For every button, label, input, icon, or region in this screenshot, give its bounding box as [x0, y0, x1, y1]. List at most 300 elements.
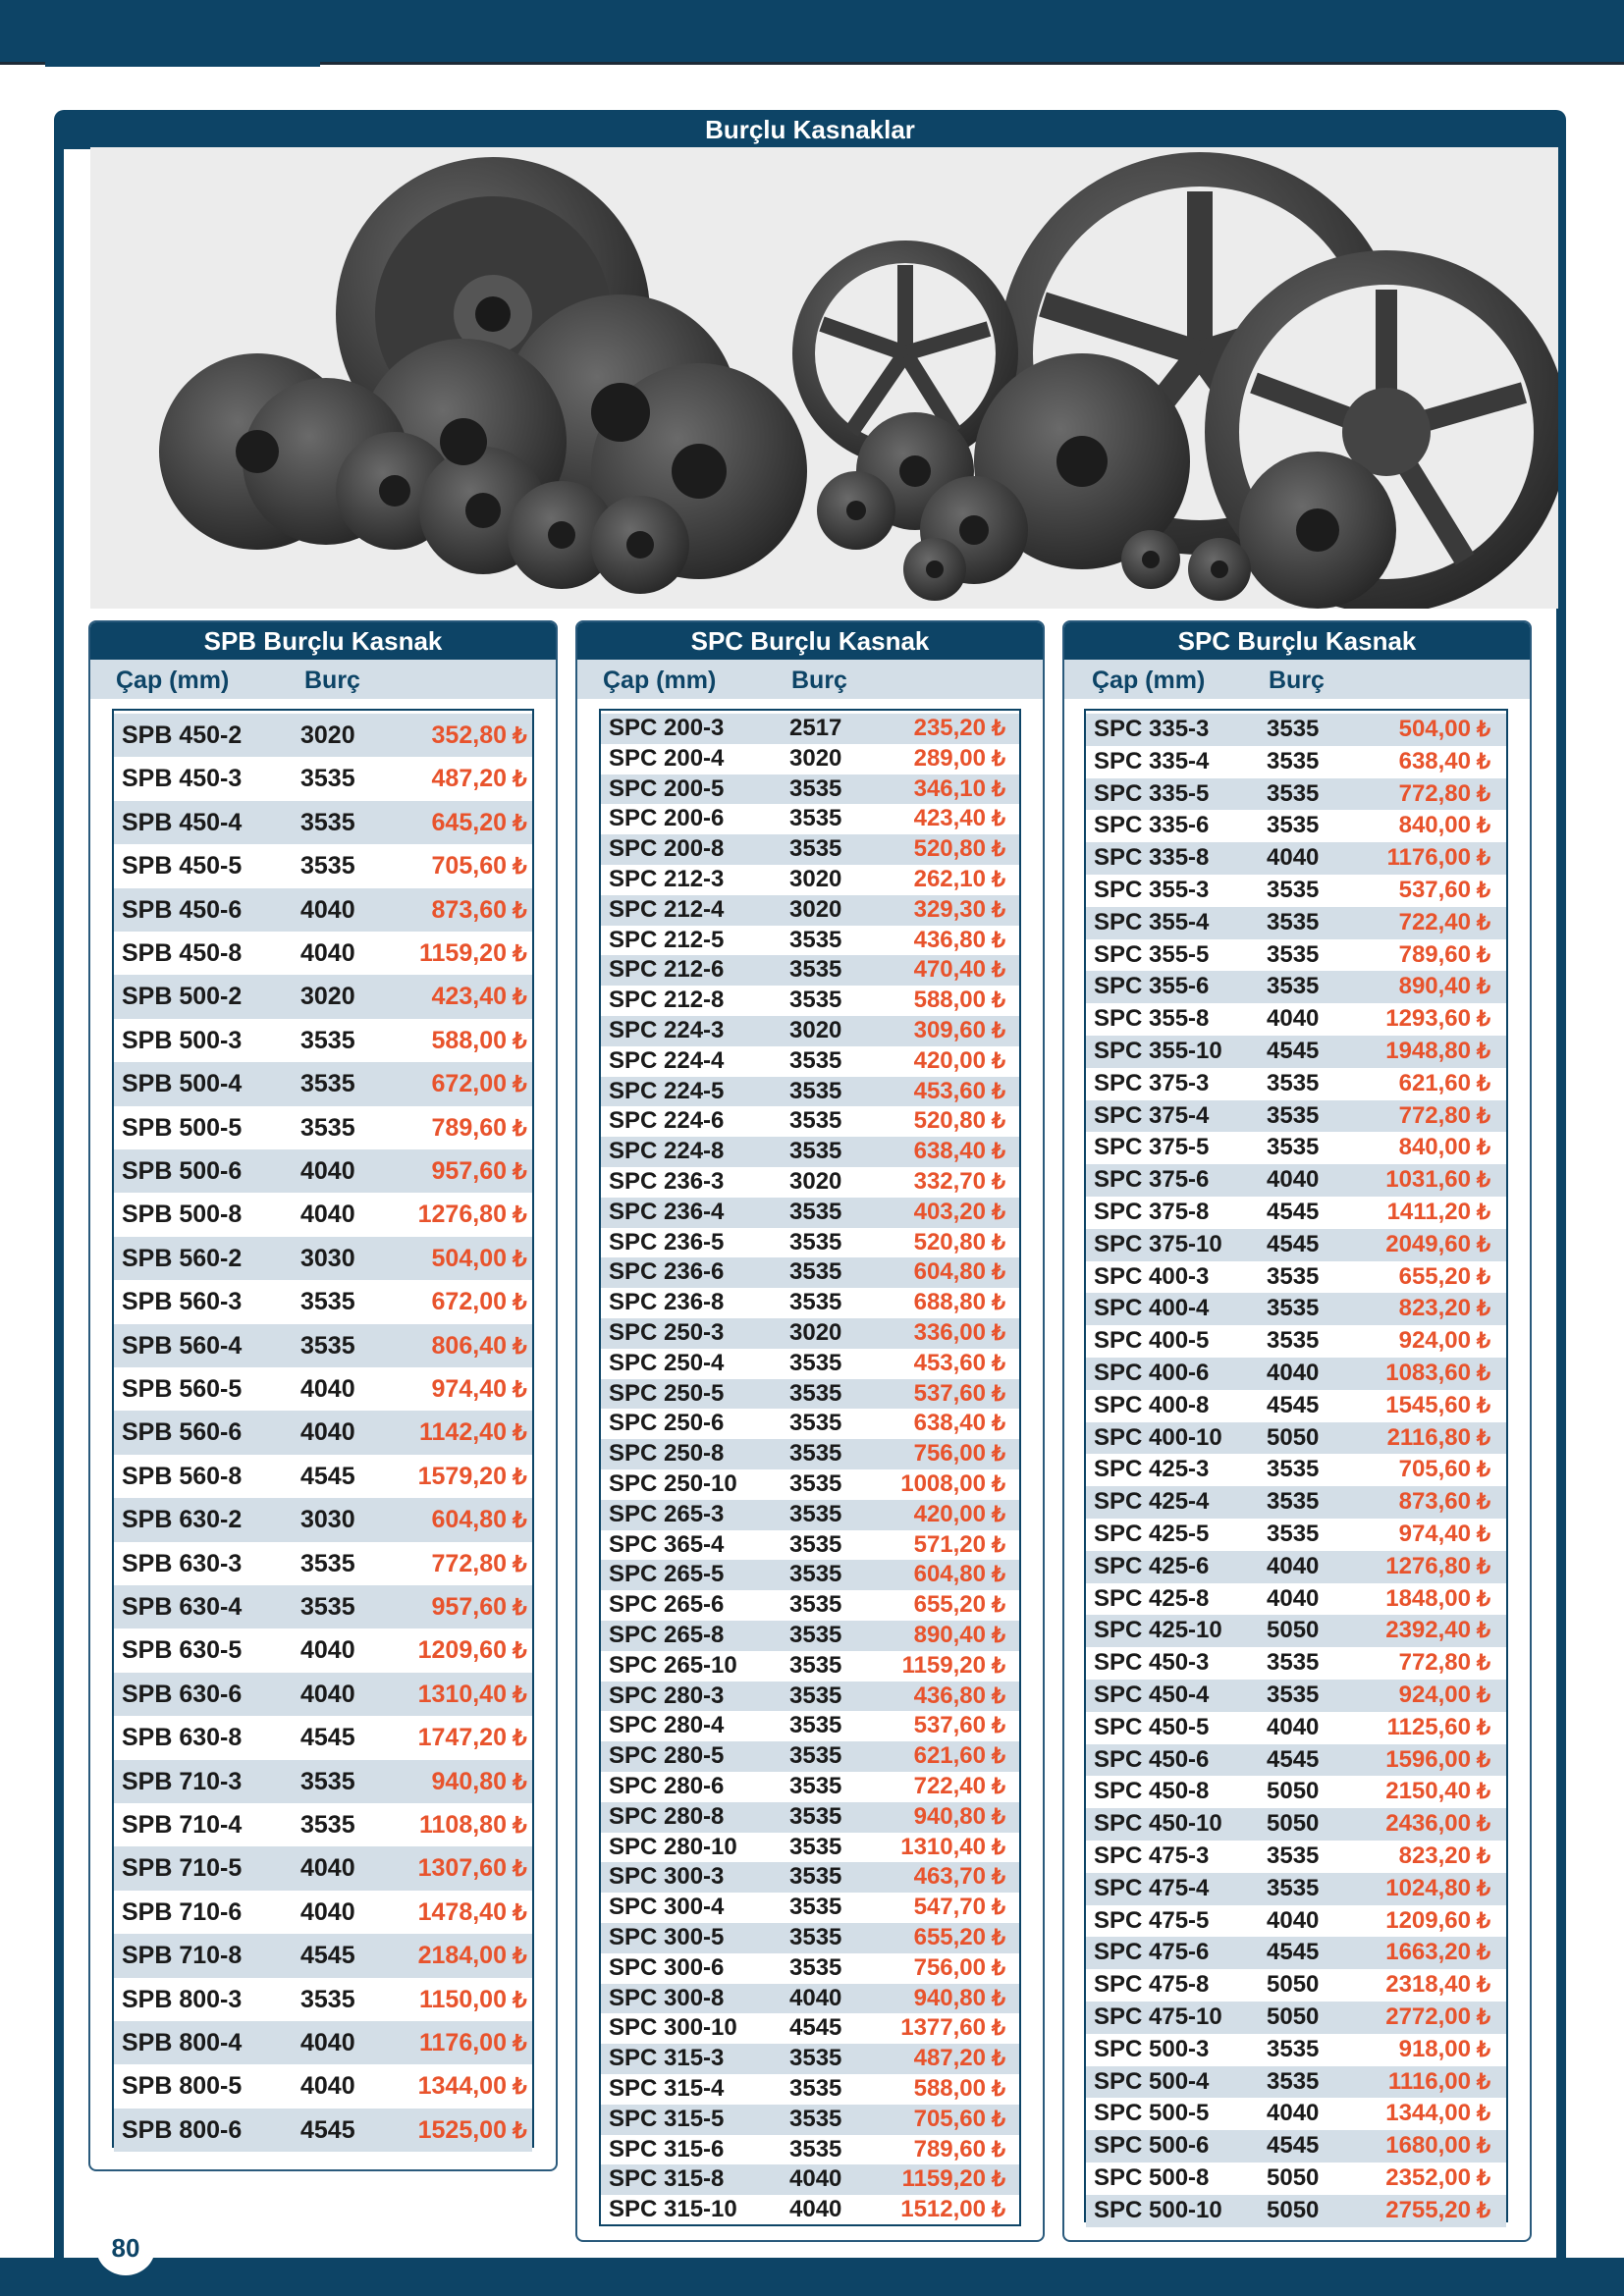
table-row [1086, 1647, 1506, 1680]
currency-symbol: ₺ [513, 1594, 527, 1620]
model-cell: SPC 400-6 [1094, 1360, 1210, 1386]
price-cell: 1125,60 [1386, 1713, 1471, 1740]
currency-symbol: ₺ [992, 1531, 1005, 1557]
table-row [601, 895, 1019, 926]
model-cell: SPC 300-10 [609, 2014, 737, 2042]
currency-symbol: ₺ [513, 896, 527, 923]
model-cell: SPC 425-4 [1094, 1488, 1210, 1516]
bushing-cell: 3535 [789, 1561, 842, 1588]
price-table-spc-1 [599, 709, 1021, 2226]
table-row [1086, 1454, 1506, 1486]
currency-symbol: ₺ [1477, 2101, 1490, 2126]
model-cell: SPC 400-5 [1094, 1327, 1210, 1355]
price-cell: 547,70 [913, 1894, 986, 1921]
column-header-cap: Çap (mm) [603, 667, 717, 694]
currency-symbol: ₺ [513, 1681, 527, 1707]
currency-symbol: ₺ [1477, 2068, 1490, 2094]
currency-symbol: ₺ [513, 984, 527, 1010]
bushing-cell: 4545 [1267, 1199, 1320, 1225]
currency-symbol: ₺ [992, 1743, 1005, 1769]
bushing-cell: 3535 [1267, 716, 1320, 742]
model-cell: SPC 315-6 [609, 2135, 725, 2163]
table-row [114, 844, 532, 887]
bushing-cell: 4545 [1267, 1745, 1320, 1773]
bushing-cell: 3535 [300, 1331, 355, 1360]
model-cell: SPB 450-4 [122, 808, 243, 836]
bushing-cell: 3535 [789, 1228, 842, 1255]
bushing-cell: 3535 [300, 1026, 355, 1054]
price-cell: 1663,20 [1385, 1939, 1471, 1966]
currency-symbol: ₺ [992, 1652, 1005, 1678]
currency-symbol: ₺ [992, 2166, 1005, 2192]
model-cell: SPC 236-8 [609, 1289, 725, 1316]
model-cell: SPC 375-8 [1094, 1199, 1210, 1225]
bushing-cell: 3535 [1267, 1295, 1320, 1322]
table-row [114, 1455, 532, 1498]
currency-symbol: ₺ [992, 716, 1005, 740]
bushing-cell: 5050 [1267, 1617, 1320, 1644]
model-cell: SPC 355-8 [1094, 1005, 1210, 1033]
model-cell: SPC 400-4 [1094, 1295, 1210, 1322]
price-cell: 1276,80 [1385, 1552, 1471, 1579]
table-row [1086, 1261, 1506, 1294]
bushing-cell: 3535 [1267, 940, 1320, 968]
model-cell: SPB 500-6 [122, 1157, 243, 1185]
model-cell: SPC 280-8 [609, 1802, 725, 1830]
price-cell: 1159,20 [901, 2165, 986, 2193]
currency-symbol: ₺ [1477, 1263, 1490, 1289]
table-row [601, 1802, 1019, 1833]
model-cell: SPB 800-6 [122, 2115, 243, 2144]
price-cell: 957,60 [431, 1593, 507, 1621]
currency-symbol: ₺ [1477, 1843, 1490, 1868]
bushing-cell: 4040 [300, 895, 355, 924]
table-row [1086, 1390, 1506, 1422]
bushing-cell: 3535 [1267, 1521, 1320, 1547]
currency-symbol: ₺ [992, 1954, 1005, 1980]
bushing-cell: 4545 [1267, 1391, 1320, 1418]
table-row [601, 2044, 1019, 2074]
bushing-cell: 3535 [1267, 1262, 1320, 1290]
bushing-cell: 3535 [789, 1440, 842, 1468]
currency-symbol: ₺ [513, 1986, 527, 2012]
table-row [601, 1228, 1019, 1258]
price-cell: 604,80 [431, 1506, 507, 1534]
bushing-cell: 3535 [1267, 1069, 1320, 1096]
table-row [1086, 2195, 1506, 2227]
price-cell: 672,00 [431, 1288, 507, 1316]
bushing-cell: 3535 [1267, 908, 1320, 935]
table-row [1086, 2002, 1506, 2034]
table-row [114, 757, 532, 800]
currency-symbol: ₺ [513, 1289, 527, 1315]
page-number: 80 [96, 2220, 155, 2275]
price-cell: 2392,40 [1385, 1617, 1471, 1644]
price-cell: 487,20 [431, 765, 507, 793]
price-cell: 1545,60 [1385, 1391, 1471, 1418]
table-row [601, 1862, 1019, 1893]
price-cell: 346,10 [913, 774, 986, 802]
currency-symbol: ₺ [1477, 1553, 1490, 1578]
price-cell: 1031,60 [1385, 1166, 1471, 1194]
model-cell: SPC 300-3 [609, 1863, 725, 1891]
table-row [114, 1280, 532, 1323]
table-row [1086, 1551, 1506, 1583]
currency-symbol: ₺ [992, 1199, 1005, 1224]
currency-symbol: ₺ [992, 1169, 1005, 1194]
bushing-cell: 4040 [300, 2029, 355, 2056]
price-cell: 463,70 [913, 1863, 986, 1891]
bushing-cell: 3535 [1267, 1874, 1320, 1901]
table-row [114, 1760, 532, 1803]
bushing-cell: 3535 [1267, 1327, 1320, 1355]
table-row [114, 932, 532, 975]
table-row [1086, 875, 1506, 907]
bushing-cell: 4040 [1267, 1005, 1320, 1033]
bushing-cell: 3535 [1267, 2035, 1320, 2062]
model-cell: SPC 425-5 [1094, 1521, 1210, 1547]
currency-symbol: ₺ [513, 1158, 527, 1184]
currency-symbol: ₺ [1477, 974, 1490, 999]
pulleys-photo [90, 147, 1558, 609]
currency-symbol: ₺ [992, 1108, 1005, 1134]
price-cell: 1142,40 [419, 1418, 507, 1447]
model-cell: SPC 400-10 [1094, 1423, 1222, 1451]
price-cell: 520,80 [913, 1228, 986, 1255]
table-row [1086, 714, 1506, 746]
model-cell: SPC 375-6 [1094, 1166, 1210, 1194]
currency-symbol: ₺ [1477, 780, 1490, 806]
model-cell: SPB 560-3 [122, 1288, 243, 1316]
currency-symbol: ₺ [513, 940, 527, 966]
model-cell: SPC 355-3 [1094, 877, 1210, 903]
model-cell: SPB 450-8 [122, 939, 243, 967]
table-row [1086, 1358, 1506, 1390]
model-cell: SPC 315-10 [609, 2196, 737, 2223]
currency-symbol: ₺ [992, 1985, 1005, 2010]
bushing-cell: 3535 [1267, 779, 1320, 807]
currency-symbol: ₺ [992, 1895, 1005, 1920]
model-cell: SPB 800-3 [122, 1985, 243, 2013]
model-cell: SPC 200-8 [609, 835, 725, 863]
currency-symbol: ₺ [992, 1682, 1005, 1708]
table-row [601, 804, 1019, 834]
bushing-cell: 3535 [300, 1113, 355, 1142]
currency-symbol: ₺ [1477, 1714, 1490, 1739]
currency-symbol: ₺ [992, 1139, 1005, 1164]
currency-symbol: ₺ [992, 1803, 1005, 1829]
currency-symbol: ₺ [1477, 1328, 1490, 1354]
bushing-cell: 3535 [1267, 747, 1320, 774]
price-cell: 1293,60 [1385, 1005, 1471, 1033]
price-cell: 487,20 [913, 2045, 986, 2072]
bushing-cell: 3535 [789, 1077, 842, 1104]
price-cell: 423,40 [431, 983, 507, 1011]
model-cell: SPC 250-4 [609, 1349, 725, 1376]
table-row [1086, 2034, 1506, 2066]
price-cell: 1209,60 [417, 1636, 507, 1665]
currency-symbol: ₺ [1477, 845, 1490, 871]
currency-symbol: ₺ [1477, 1102, 1490, 1128]
bushing-cell: 3535 [789, 1924, 842, 1950]
panel-spc-2 [1062, 620, 1532, 2242]
currency-symbol: ₺ [1477, 1779, 1490, 1804]
table-row [601, 926, 1019, 956]
currency-symbol: ₺ [1477, 1006, 1490, 1032]
table-row [1086, 1164, 1506, 1197]
price-cell: 1596,00 [1385, 1745, 1471, 1773]
price-cell: 1159,20 [901, 1651, 986, 1679]
bushing-cell: 3535 [789, 1107, 842, 1135]
currency-symbol: ₺ [1477, 1682, 1490, 1707]
bushing-cell: 3020 [789, 1017, 842, 1043]
model-cell: SPC 300-6 [609, 1953, 725, 1981]
bushing-cell: 4040 [300, 1201, 355, 1229]
currency-symbol: ₺ [992, 2046, 1005, 2071]
currency-symbol: ₺ [1477, 1135, 1490, 1160]
model-cell: SPC 425-8 [1094, 1584, 1210, 1612]
currency-symbol: ₺ [1477, 1039, 1490, 1063]
bushing-cell: 5050 [1267, 1810, 1320, 1838]
bushing-cell: 3535 [789, 2105, 842, 2132]
price-table-spb [112, 709, 534, 2148]
price-cell: 957,60 [431, 1157, 507, 1185]
price-cell: 621,60 [913, 1742, 986, 1770]
bushing-cell: 3535 [789, 1712, 842, 1739]
currency-symbol: ₺ [513, 1943, 527, 1969]
price-cell: 470,40 [913, 956, 986, 984]
table-row [114, 1542, 532, 1585]
table-row [114, 1062, 532, 1105]
price-cell: 1176,00 [1386, 844, 1471, 872]
bushing-cell: 4040 [300, 1636, 355, 1665]
table-row [601, 1349, 1019, 1379]
currency-symbol: ₺ [513, 1376, 527, 1402]
table-row [601, 1953, 1019, 1984]
bushing-cell: 3535 [300, 1288, 355, 1316]
currency-symbol: ₺ [513, 1419, 527, 1446]
table-row [114, 714, 532, 757]
table-row [601, 1530, 1019, 1561]
bushing-cell: 4040 [300, 1375, 355, 1403]
bushing-cell: 4545 [300, 1942, 355, 1970]
model-cell: SPC 355-5 [1094, 940, 1210, 968]
table-row [1086, 2130, 1506, 2163]
currency-symbol: ₺ [1477, 1392, 1490, 1417]
currency-symbol: ₺ [1477, 941, 1490, 967]
currency-symbol: ₺ [992, 1320, 1005, 1345]
price-cell: 1747,20 [417, 1724, 507, 1752]
table-row [114, 1716, 532, 1759]
price-cell: 638,40 [1398, 747, 1471, 774]
table-row [1086, 1036, 1506, 1068]
table-row [1086, 1003, 1506, 1036]
bushing-cell: 4545 [1267, 1230, 1320, 1257]
price-cell: 940,80 [431, 1767, 507, 1795]
bushing-cell: 3535 [300, 765, 355, 793]
price-cell: 1083,60 [1385, 1360, 1471, 1386]
table-row [114, 1629, 532, 1672]
table-row [1086, 1841, 1506, 1873]
bushing-cell: 3535 [300, 808, 355, 836]
bushing-cell: 3535 [789, 835, 842, 863]
table-row [1086, 1776, 1506, 1808]
table-row [114, 1978, 532, 2021]
column-header-burc: Burç [1269, 667, 1325, 694]
model-cell: SPB 630-5 [122, 1636, 243, 1665]
bushing-cell: 3535 [789, 926, 842, 953]
model-cell: SPC 236-6 [609, 1258, 725, 1286]
currency-symbol: ₺ [513, 1898, 527, 1925]
model-cell: SPB 450-2 [122, 721, 243, 749]
price-cell: 2318,40 [1385, 1971, 1471, 1999]
table-row [1086, 1293, 1506, 1325]
price-cell: 1680,00 [1385, 2132, 1471, 2160]
bushing-cell: 3535 [1267, 1456, 1320, 1483]
price-cell: 2436,00 [1385, 1810, 1471, 1838]
model-cell: SPC 450-10 [1094, 1810, 1222, 1838]
model-cell: SPC 236-5 [609, 1228, 725, 1255]
table-row [601, 1621, 1019, 1651]
currency-symbol: ₺ [992, 1380, 1005, 1406]
price-cell: 1377,60 [900, 2014, 986, 2042]
currency-symbol: ₺ [513, 1768, 527, 1794]
price-cell: 1150,00 [419, 1985, 507, 2013]
model-cell: SPC 400-8 [1094, 1391, 1210, 1418]
table-row [114, 801, 532, 844]
model-cell: SPC 475-5 [1094, 1906, 1210, 1934]
price-cell: 1116,00 [1387, 2067, 1471, 2095]
panel-title: SPC Burçlu Kasnak [577, 622, 1043, 660]
price-cell: 655,20 [1398, 1262, 1471, 1290]
table-row [1086, 1100, 1506, 1133]
currency-symbol: ₺ [1477, 1618, 1490, 1643]
table-row [601, 1409, 1019, 1439]
table-row [601, 774, 1019, 805]
bushing-cell: 3535 [789, 1802, 842, 1830]
model-cell: SPC 265-6 [609, 1591, 725, 1619]
currency-symbol: ₺ [992, 1834, 1005, 1859]
price-cell: 1848,00 [1385, 1584, 1471, 1612]
price-cell: 974,40 [431, 1375, 507, 1403]
price-cell: 2772,00 [1385, 2003, 1471, 2030]
table-row [601, 2195, 1019, 2225]
bushing-cell: 5050 [1267, 2196, 1320, 2223]
model-cell: SPC 335-5 [1094, 779, 1210, 807]
price-cell: 705,60 [431, 852, 507, 881]
model-cell: SPB 560-6 [122, 1418, 243, 1447]
currency-symbol: ₺ [1477, 1167, 1490, 1193]
table-row [1086, 1583, 1506, 1616]
bushing-cell: 3535 [1267, 877, 1320, 903]
currency-symbol: ₺ [1477, 1972, 1490, 1998]
table-row [1086, 1808, 1506, 1841]
model-cell: SPB 450-6 [122, 895, 243, 924]
bushing-cell: 3535 [789, 1500, 842, 1527]
price-cell: 436,80 [913, 1682, 986, 1709]
price-cell: 2184,00 [417, 1942, 507, 1970]
price-cell: 1478,40 [417, 1897, 507, 1926]
currency-symbol: ₺ [992, 957, 1005, 983]
model-cell: SPB 800-5 [122, 2072, 243, 2101]
price-cell: 789,60 [913, 2135, 986, 2163]
price-cell: 504,00 [1398, 716, 1471, 742]
model-cell: SPB 710-8 [122, 1942, 243, 1970]
currency-symbol: ₺ [513, 1114, 527, 1141]
table-row [601, 1651, 1019, 1682]
bushing-cell: 3535 [1267, 812, 1320, 839]
bushing-cell: 3535 [789, 987, 842, 1014]
bushing-cell: 5050 [1267, 1778, 1320, 1805]
model-cell: SPB 710-4 [122, 1811, 243, 1839]
model-cell: SPC 300-8 [609, 1984, 725, 2011]
currency-symbol: ₺ [992, 1259, 1005, 1285]
table-row [114, 2021, 532, 2064]
model-cell: SPB 450-3 [122, 765, 243, 793]
table-row [114, 1846, 532, 1890]
model-cell: SPC 450-5 [1094, 1713, 1210, 1740]
page-title: Burçlu Kasnaklar [705, 115, 915, 144]
table-row [601, 2164, 1019, 2195]
table-row [601, 955, 1019, 986]
currency-symbol: ₺ [513, 1027, 527, 1053]
table-row [1086, 1873, 1506, 1905]
table-row [601, 1711, 1019, 1741]
bushing-cell: 3535 [789, 1530, 842, 1558]
table-row [601, 1198, 1019, 1228]
model-cell: SPB 710-3 [122, 1767, 243, 1795]
price-cell: 772,80 [431, 1549, 507, 1577]
model-cell: SPC 450-3 [1094, 1649, 1210, 1677]
model-cell: SPC 212-5 [609, 926, 725, 953]
model-cell: SPC 250-5 [609, 1379, 725, 1407]
price-cell: 789,60 [431, 1113, 507, 1142]
model-cell: SPC 335-6 [1094, 812, 1210, 839]
table-row [1086, 1905, 1506, 1938]
model-cell: SPC 475-4 [1094, 1874, 1210, 1901]
currency-symbol: ₺ [1477, 1231, 1490, 1256]
bushing-cell: 3535 [789, 1289, 842, 1316]
model-cell: SPC 315-5 [609, 2105, 725, 2132]
table-row [601, 1167, 1019, 1198]
currency-symbol: ₺ [1477, 1746, 1490, 1772]
table-row [114, 975, 532, 1018]
model-cell: SPB 560-8 [122, 1462, 243, 1490]
table-row [1086, 1068, 1506, 1100]
price-cell: 918,00 [1398, 2035, 1471, 2062]
currency-symbol: ₺ [513, 766, 527, 792]
price-cell: 672,00 [431, 1070, 507, 1098]
bushing-cell: 5050 [1267, 1971, 1320, 1999]
currency-symbol: ₺ [513, 2116, 527, 2143]
table-row [114, 1193, 532, 1236]
table-row [1086, 746, 1506, 778]
model-cell: SPB 630-6 [122, 1680, 243, 1708]
bushing-cell: 3535 [789, 1682, 842, 1709]
bushing-cell: 4040 [789, 1984, 842, 2011]
model-cell: SPC 200-5 [609, 774, 725, 802]
model-cell: SPB 630-4 [122, 1593, 243, 1621]
price-cell: 873,60 [1398, 1488, 1471, 1516]
bushing-cell: 4040 [300, 2072, 355, 2101]
bushing-cell: 3535 [1267, 1488, 1320, 1516]
bushing-cell: 3030 [300, 1506, 355, 1534]
bushing-cell: 4545 [1267, 2132, 1320, 2160]
bushing-cell: 4040 [300, 939, 355, 967]
table-row [601, 986, 1019, 1016]
price-cell: 1525,00 [417, 2115, 507, 2144]
bushing-cell: 3020 [789, 1319, 842, 1346]
